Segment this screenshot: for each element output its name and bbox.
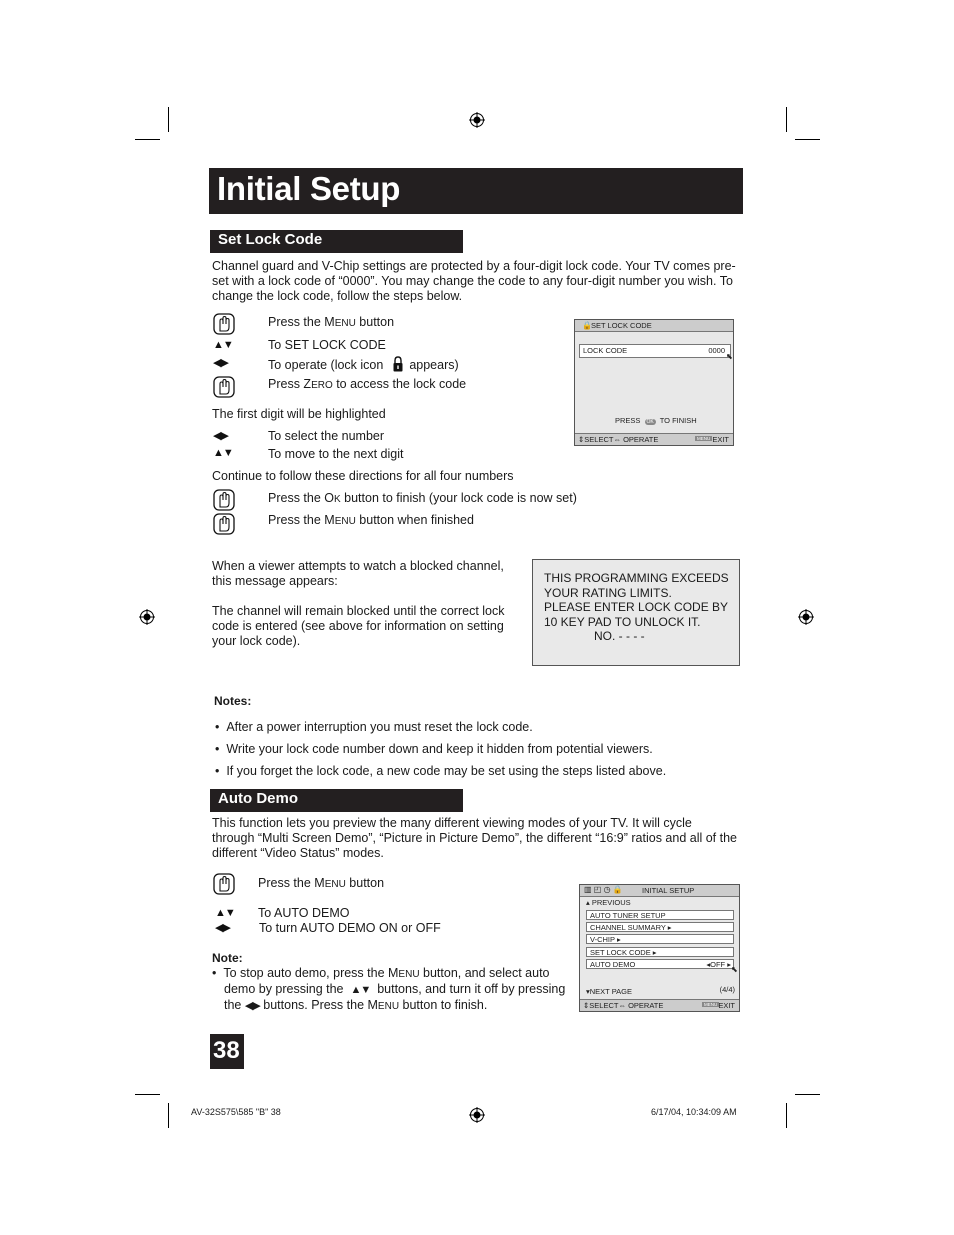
lock-code-row (579, 344, 731, 358)
menu-item-v-chip: V-CHIP ▸ (586, 934, 734, 944)
ok-button-icon: OK (646, 419, 654, 425)
section-heading-set-lock-code (210, 230, 463, 253)
left-right-arrows-icon: ◀▶ (213, 430, 228, 442)
footer-timestamp: 6/17/04, 10:34:09 AM (651, 1107, 737, 1117)
lock-step-zero: Press ZERO to access the lock code (268, 377, 467, 391)
lock-step-operate: To operate (lock icon appears) (268, 358, 459, 372)
up-down-arrows-icon: ▲▼ (350, 984, 371, 996)
next-page-link: ▾NEXT PAGE (586, 987, 633, 996)
demo-step-select: To AUTO DEMO (258, 906, 350, 920)
osd-title-bar (580, 885, 739, 897)
previous-link: ▴ PREVIOUS (586, 898, 631, 907)
registration-mark-icon (798, 609, 814, 625)
osd-exit-label: EXIT (718, 1001, 735, 1010)
hand-press-icon (213, 489, 235, 511)
auto-demo-value: ◂OFF ▸ (706, 960, 731, 969)
crop-mark (795, 1094, 820, 1095)
notes-title: Notes: (214, 694, 252, 708)
crop-mark (795, 139, 820, 140)
crop-mark (168, 107, 169, 132)
page-indicator: (4/4) (719, 985, 735, 994)
demo-note: • To stop auto demo, press the MENU button, and select auto demo by pressing the ▲▼ buttons, and turn it off by pressing the ◀▶ buttons. Press the MENU button to finish. (212, 966, 566, 1012)
osd-exit-label: EXIT (712, 435, 729, 444)
menu-button-icon: MENU (704, 1002, 718, 1007)
auto-demo-intro: This function lets you preview the many different viewing modes of your TV. It will cycle through “Multi Screen Demo”, “Picture in Picture Demo”, the different “16:9” ratios and all of the different “Video Status” modes. (212, 816, 738, 860)
lock-step-select: To SET LOCK CODE (268, 338, 386, 352)
lock-step-finish: Press the MENU button when finished (268, 513, 474, 527)
up-down-arrows-icon: ▲▼ (213, 339, 233, 351)
cursor-icon: ⬉ (731, 965, 738, 974)
registration-mark-icon (469, 1107, 485, 1123)
up-down-arrows-icon: ▲▼ (213, 447, 233, 459)
menu-item-set-lock-code: SET LOCK CODE ▸ (586, 947, 734, 957)
lock-step-menu: Press the MENU button (268, 315, 395, 329)
lock-icon (393, 356, 403, 372)
osd-nav-hint: ⇕SELECT⇔ OPERATE (583, 1001, 664, 1010)
registration-mark-icon (469, 112, 485, 128)
first-digit-note: The first digit will be highlighted (212, 407, 386, 421)
up-down-arrows-icon: ▲▼ (215, 907, 235, 919)
cursor-icon: ⬉ (726, 352, 733, 361)
section-heading-auto-demo (210, 789, 463, 812)
lock-code-label: LOCK CODE (583, 346, 628, 355)
set-lock-code-screen (574, 319, 734, 446)
lock-icon: 🔒 (582, 321, 592, 330)
set-lock-intro (212, 259, 747, 304)
menu-item-channel-summary: CHANNEL SUMMARY ▸ (586, 922, 734, 932)
lock-step-select-number: To select the number (268, 429, 385, 443)
page-title: Initial Setup (217, 170, 401, 207)
intro-line: change the lock code, follow the steps below. (212, 289, 463, 303)
crop-mark (786, 107, 787, 132)
section-heading-text: Set Lock Code (218, 231, 323, 248)
note-title: Note: (212, 951, 243, 965)
menu-tabs-icon: ▥ ◰ ◷ 🔒 (584, 885, 623, 894)
lock-code-value: 0000 (708, 346, 725, 355)
left-right-arrows-icon: ◀▶ (215, 922, 230, 934)
menu-button-icon: MENU (697, 436, 711, 441)
note-item: • Write your lock code number down and keep it hidden from potential viewers. (215, 742, 653, 756)
osd-title-bar (575, 320, 733, 332)
initial-setup-screen (579, 884, 740, 1012)
rating-limit-message: THIS PROGRAMMING EXCEEDS YOUR RATING LIMITS. PLEASE ENTER LOCK CODE BY 10 KEY PAD TO UNLOCK IT. NO. - - - - (544, 571, 729, 643)
left-right-arrows-icon: ◀▶ (213, 357, 228, 369)
hand-press-icon (213, 873, 235, 895)
section-heading-text: Auto Demo (218, 790, 298, 807)
demo-step-toggle: To turn AUTO DEMO ON or OFF (259, 921, 441, 935)
page-number-box (210, 1034, 244, 1069)
crop-mark (135, 139, 160, 140)
crop-mark (135, 1094, 160, 1095)
page-title-bar (209, 168, 743, 214)
registration-mark-icon (139, 609, 155, 625)
note-item: • If you forget the lock code, a new code may be set using the steps listed above. (215, 764, 667, 778)
footer-file-info: AV-32S575\585 "B" 38 (191, 1107, 281, 1117)
menu-item-auto-tuner-setup: AUTO TUNER SETUP (586, 910, 734, 920)
left-right-arrows-icon: ◀▶ (244, 1000, 260, 1012)
demo-step-menu: Press the MENU button (258, 876, 385, 890)
lock-step-ok: Press the OK button to finish (your lock code is now set) (268, 491, 577, 505)
lock-step-next-digit: To move to the next digit (268, 447, 404, 461)
menu-item-auto-demo: AUTO DEMO ◂OFF ▸ (586, 959, 734, 969)
continue-note: Continue to follow these directions for all four numbers (212, 469, 514, 483)
osd-footer (575, 433, 733, 445)
hand-press-icon (213, 313, 235, 335)
hand-press-icon (213, 513, 235, 535)
crop-mark (168, 1103, 169, 1128)
blocked-channel-text: When a viewer attempts to watch a blocked channel, this message appears: The channel will remain blocked until the correct lock code is entered (see above for information on setting your lock code). (212, 559, 505, 648)
osd-nav-hint: ⇕SELECT⇔ OPERATE (578, 435, 659, 444)
press-ok-hint: PRESS OK TO FINISH (615, 416, 697, 425)
note-item: • After a power interruption you must reset the lock code. (215, 720, 533, 734)
osd-title: SET LOCK CODE (591, 321, 652, 330)
page-number: 38 (213, 1037, 240, 1064)
osd-footer (580, 999, 739, 1011)
hand-press-icon (213, 376, 235, 398)
rating-limit-message-box (532, 559, 740, 666)
osd-title: INITIAL SETUP (642, 886, 695, 895)
intro-line: Channel guard and V-Chip settings are protected by a four-digit lock code. Your TV comes pre- (212, 259, 736, 273)
intro-line: set with a lock code of “0000”. You may change the code to any four-digit number you wish. To (212, 274, 733, 288)
crop-mark (786, 1103, 787, 1128)
